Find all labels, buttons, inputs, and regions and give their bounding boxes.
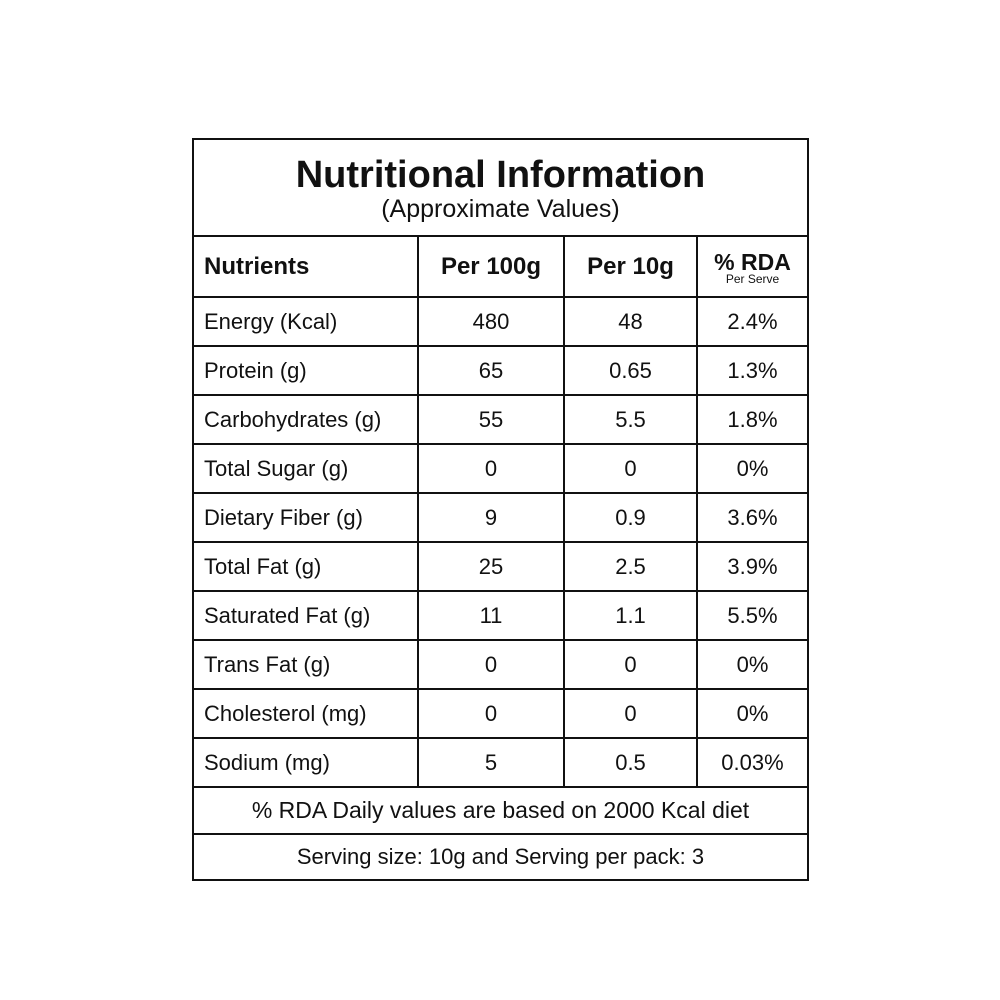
table-row	[194, 591, 807, 640]
value-rda: 3.6%	[697, 493, 807, 542]
value-rda: 0.03%	[697, 738, 807, 787]
nutrient-name: Total Sugar (g)	[194, 444, 418, 493]
nutrient-name: Dietary Fiber (g)	[194, 493, 418, 542]
value-per-100g: 0	[418, 444, 564, 493]
value-per-10g: 0.9	[564, 493, 697, 542]
table-row	[194, 395, 807, 444]
value-per-10g: 0	[564, 640, 697, 689]
value-rda: 0%	[697, 444, 807, 493]
value-per-10g: 1.1	[564, 591, 697, 640]
value-per-100g: 9	[418, 493, 564, 542]
nutrition-table	[194, 237, 807, 788]
table-row	[194, 542, 807, 591]
value-per-100g: 480	[418, 297, 564, 346]
table-row	[194, 738, 807, 787]
value-rda: 2.4%	[697, 297, 807, 346]
value-rda: 5.5%	[697, 591, 807, 640]
value-per-10g: 48	[564, 297, 697, 346]
value-rda: 3.9%	[697, 542, 807, 591]
nutrient-name: Trans Fat (g)	[194, 640, 418, 689]
nutrient-name: Sodium (mg)	[194, 738, 418, 787]
value-per-10g: 2.5	[564, 542, 697, 591]
table-row	[194, 444, 807, 493]
header-per-100g: Per 100g	[418, 237, 564, 297]
value-per-10g: 0	[564, 689, 697, 738]
header-per-10g: Per 10g	[564, 237, 697, 297]
nutrient-name: Carbohydrates (g)	[194, 395, 418, 444]
table-row	[194, 640, 807, 689]
rda-footnote: % RDA Daily values are based on 2000 Kcal diet	[194, 788, 807, 835]
serving-info: Serving size: 10g and Serving per pack: 3	[296, 844, 705, 869]
nutrient-name: Cholesterol (mg)	[194, 689, 418, 738]
value-rda: 1.3%	[697, 346, 807, 395]
header-nutrients: Nutrients	[194, 237, 418, 297]
value-per-100g: 5	[418, 738, 564, 787]
value-per-100g: 0	[418, 640, 564, 689]
value-per-10g: 0.5	[564, 738, 697, 787]
table-row	[194, 689, 807, 738]
table-row	[194, 493, 807, 542]
header-rda-sublabel: Per Serve	[725, 272, 780, 286]
value-per-100g: 0	[418, 689, 564, 738]
value-per-10g: 0.65	[564, 346, 697, 395]
table-header-row	[194, 237, 807, 297]
label-title: Nutritional Information	[295, 154, 706, 196]
value-rda: 1.8%	[697, 395, 807, 444]
value-per-100g: 11	[418, 591, 564, 640]
nutrient-name: Protein (g)	[194, 346, 418, 395]
value-per-100g: 65	[418, 346, 564, 395]
nutrient-name: Saturated Fat (g)	[194, 591, 418, 640]
nutrition-label	[192, 138, 809, 881]
value-per-100g: 55	[418, 395, 564, 444]
value-per-100g: 25	[418, 542, 564, 591]
value-per-10g: 5.5	[564, 395, 697, 444]
title-block	[194, 140, 807, 237]
header-rda-label: % RDA	[714, 249, 791, 275]
table-row	[194, 346, 807, 395]
table-row	[194, 297, 807, 346]
header-rda	[697, 237, 807, 297]
value-per-10g: 0	[564, 444, 697, 493]
label-subtitle: (Approximate Values)	[381, 195, 620, 223]
nutrient-name: Energy (Kcal)	[194, 297, 418, 346]
nutrient-name: Total Fat (g)	[194, 542, 418, 591]
value-rda: 0%	[697, 689, 807, 738]
value-rda: 0%	[697, 640, 807, 689]
